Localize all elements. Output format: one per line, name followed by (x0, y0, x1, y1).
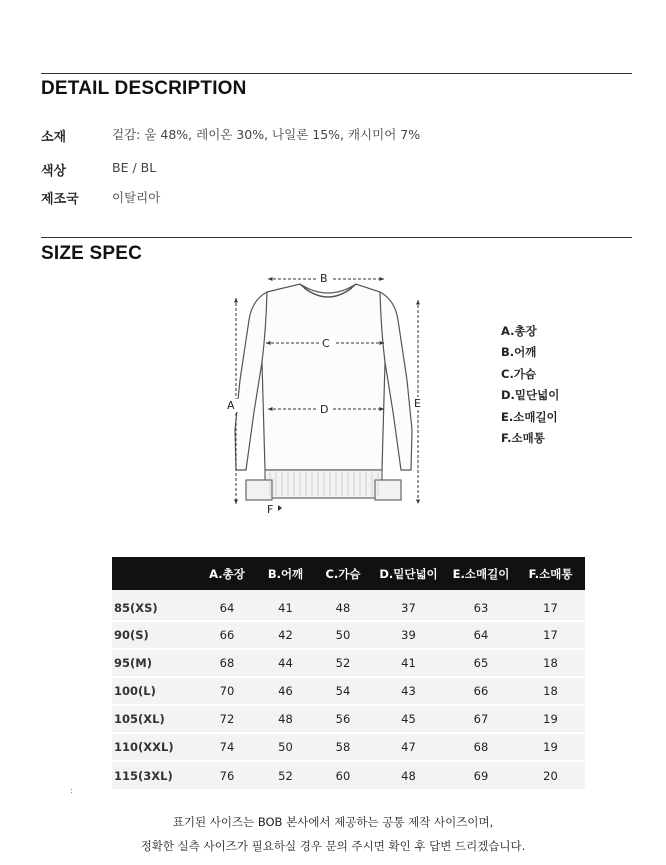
table-cell: 41 (256, 590, 315, 621)
legend-item: B.어깨 (501, 345, 537, 360)
table-row (112, 705, 585, 733)
legend-item: F.소매통 (501, 430, 545, 445)
color-label: 색상 (41, 164, 67, 179)
table-cell: 58 (315, 733, 371, 761)
table-header: E.소매길이 (446, 557, 516, 590)
table-cell: 18 (516, 677, 585, 705)
table-cell: 63 (446, 590, 516, 621)
table-cell: 48 (315, 590, 371, 621)
size-note-line-2: 정확한 실측 사이즈가 필요하실 경우 문의 주시면 확인 후 답변 드리겠습니다. (140, 839, 526, 853)
table-cell: 74 (198, 733, 256, 761)
table-cell: 68 (446, 733, 516, 761)
table-cell: 44 (256, 649, 315, 677)
table-cell: 66 (446, 677, 516, 705)
table-cell: 37 (371, 590, 446, 621)
table-header: A.총장 (198, 557, 256, 590)
table-cell: 50 (256, 733, 315, 761)
table-cell: 76 (198, 761, 256, 788)
table-row (112, 621, 585, 649)
table-cell: 39 (371, 621, 446, 649)
table-cell: 50 (315, 621, 371, 649)
color-value: BE / BL (112, 160, 157, 175)
measurement-legend (501, 321, 559, 449)
legend-item: E.소매길이 (501, 409, 558, 424)
table-row (112, 761, 585, 788)
sweater-outline (235, 284, 412, 500)
size-cell: 115(3XL) (112, 761, 198, 788)
table-cell: 43 (371, 677, 446, 705)
table-row (112, 649, 585, 677)
table-cell: 64 (198, 590, 256, 621)
table-cell: 72 (198, 705, 256, 733)
table-cell: 64 (446, 621, 516, 649)
table-cell: 46 (256, 677, 315, 705)
table-cell: 52 (256, 761, 315, 788)
table-cell: 48 (256, 705, 315, 733)
legend-item: D.밑단넓이 (501, 388, 560, 403)
origin-label: 제조국 (41, 192, 79, 207)
table-row (112, 677, 585, 705)
detail-description-title: DETAIL DESCRIPTION (41, 78, 247, 99)
size-cell: 105(XL) (112, 705, 198, 733)
table-header (112, 557, 198, 590)
legend-item: C.가슴 (501, 366, 537, 381)
table-cell: 56 (315, 705, 371, 733)
table-cell: 52 (315, 649, 371, 677)
size-cell: 90(S) (112, 621, 198, 649)
label-f: F (267, 503, 274, 516)
table-header: D.밑단넓이 (371, 557, 446, 590)
table-header: B.어깨 (256, 557, 315, 590)
table-cell: 48 (371, 761, 446, 788)
table-cell: 17 (516, 590, 585, 621)
table-cell: 69 (446, 761, 516, 788)
table-cell: 70 (198, 677, 256, 705)
table-cell: 65 (446, 649, 516, 677)
label-d: D (320, 403, 329, 416)
table-cell: 60 (315, 761, 371, 788)
table-cell: 41 (371, 649, 446, 677)
material-label: 소재 (41, 130, 67, 145)
label-e: E (414, 397, 421, 410)
legend-item: A.총장 (501, 324, 537, 338)
table-cell: 54 (315, 677, 371, 705)
table-cell: 45 (371, 705, 446, 733)
table-row (112, 590, 585, 621)
table-header: C.가슴 (315, 557, 371, 590)
table-cell: 66 (198, 621, 256, 649)
table-cell: 67 (446, 705, 516, 733)
size-note-line-1: 표기된 사이즈는 BOB 본사에서 제공하는 공통 제작 사이즈이며, (172, 815, 494, 829)
table-cell: 42 (256, 621, 315, 649)
table-cell: 17 (516, 621, 585, 649)
table-row (112, 733, 585, 761)
size-spec-title: SIZE SPEC (41, 243, 143, 264)
size-cell: 85(XS) (112, 590, 198, 621)
size-table (112, 557, 585, 789)
label-c: C (322, 337, 330, 350)
size-cell: 95(M) (112, 649, 198, 677)
table-header-row (112, 557, 585, 590)
label-a: A (227, 399, 235, 412)
origin-value: 이탈리아 (112, 190, 161, 205)
stray-mark: : (70, 786, 73, 795)
label-b: B (320, 272, 328, 285)
table-cell: 19 (516, 733, 585, 761)
table-cell: 47 (371, 733, 446, 761)
material-value: 겉감: 울 48%, 레이온 30%, 나일론 15%, 캐시미어 7% (112, 127, 421, 142)
table-header: F.소매통 (516, 557, 585, 590)
table-cell: 18 (516, 649, 585, 677)
table-cell: 68 (198, 649, 256, 677)
size-cell: 110(XXL) (112, 733, 198, 761)
table-cell: 19 (516, 705, 585, 733)
table-cell: 20 (516, 761, 585, 788)
size-cell: 100(L) (112, 677, 198, 705)
